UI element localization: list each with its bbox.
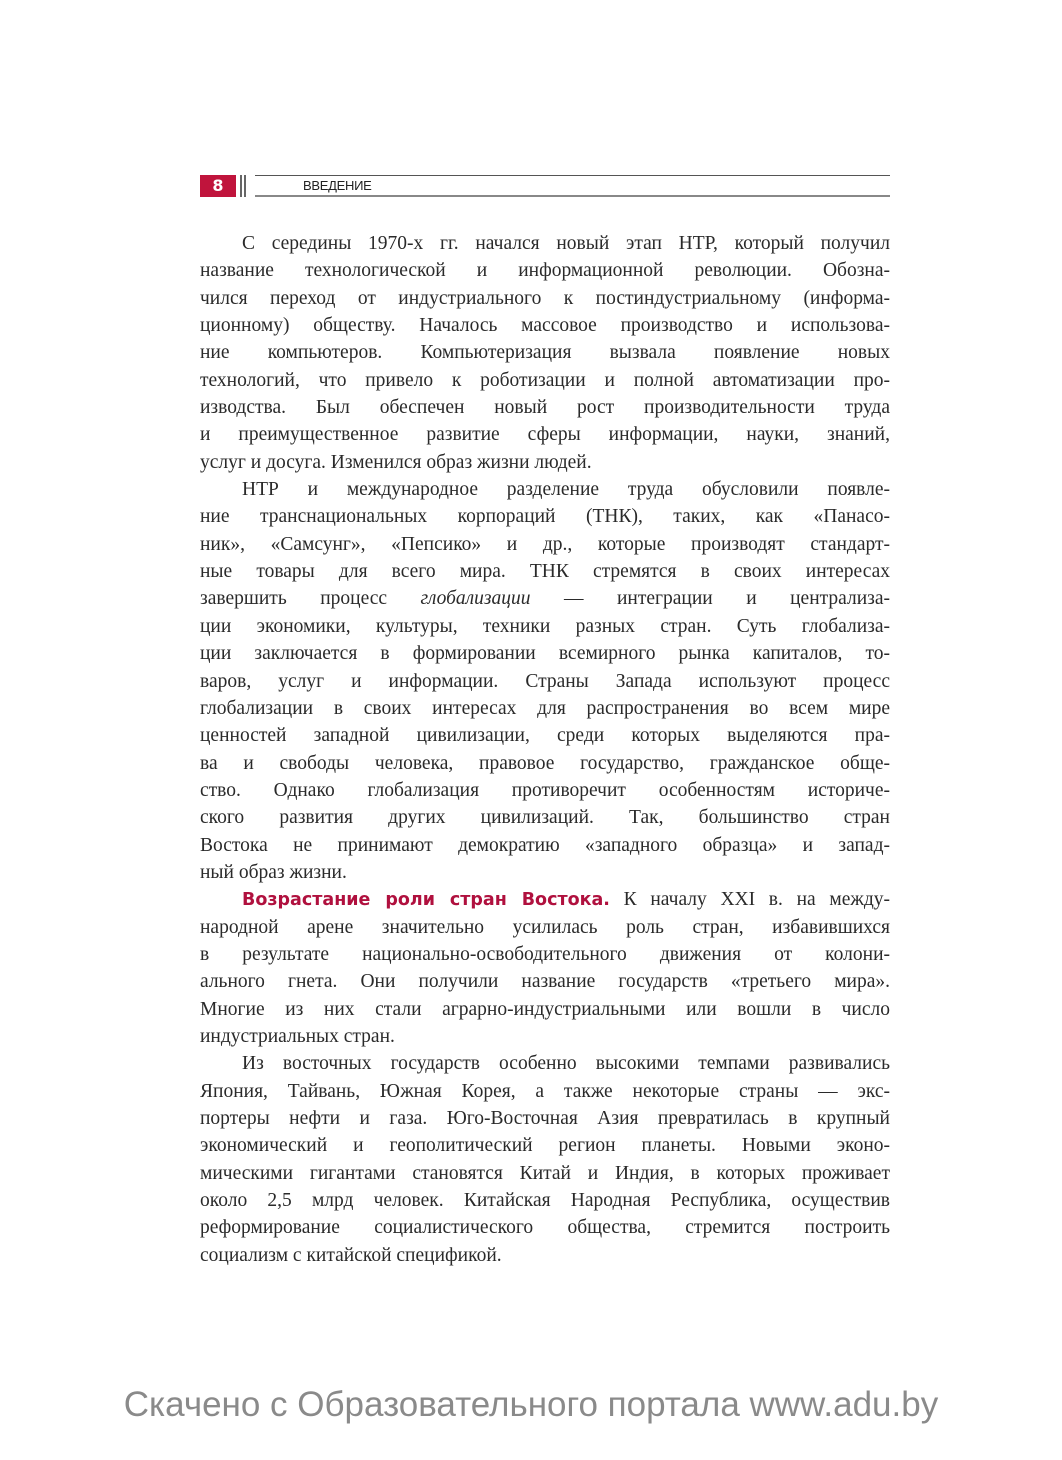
text-line: около 2,5 млрд человек. Китайская Народная Республика, осуществив — [200, 1190, 890, 1212]
text-line: ционному) обществу. Началось массовое производство и использова- — [200, 315, 890, 337]
paragraph — [200, 1050, 890, 1269]
watermark: Скачено с Образовательного портала www.adu.by — [123, 1385, 939, 1424]
text-line: НТР и международное разделение труда обусловили появле- — [242, 479, 890, 501]
text-line: Многие из них стали аграрно-индустриальными или вошли в число — [200, 998, 890, 1020]
text-line: чился переход от индустриального к постиндустриальному (информа- — [200, 287, 890, 309]
header-rule-bottom — [255, 195, 890, 197]
text-line: услуг и досуга. Изменился образ жизни людей. — [200, 451, 592, 473]
text-line: ные товары для всего мира. ТНК стремятся в своих интересах — [200, 561, 890, 583]
text-line: Из восточных государств особенно высокими темпами развивались — [242, 1053, 890, 1075]
text-line: ского развития других цивилизаций. Так, большинство стран — [200, 807, 890, 829]
text-line: ценностей западной цивилизации, среди которых выделяются пра- — [200, 725, 890, 747]
text-line: ник», «Самсунг», «Пепсико» и др., которые производят стандарт- — [200, 533, 890, 555]
text-line: и преимущественное развитие сферы информации, науки, знаний, — [200, 424, 890, 446]
paragraph — [200, 476, 890, 886]
text-line — [200, 886, 890, 913]
text-line: варов, услуг и информации. Страны Запада используют процесс — [200, 670, 890, 692]
text-line: С середины 1970-х гг. начался новый этап НТР, который получил — [242, 233, 890, 254]
section-title: ВВЕДЕНИЕ — [303, 178, 372, 193]
section-heading: Возрастание роли стран Востока. — [242, 890, 610, 911]
body-text — [200, 230, 890, 1269]
text-line: Япония, Тайвань, Южная Корея, а также некоторые страны — экс- — [200, 1080, 890, 1102]
text-line: технологий, что привело к роботизации и полной автоматизации про- — [200, 369, 890, 391]
text-line: изводства. Был обеспечен новый рост производительности труда — [200, 397, 890, 419]
page-number: 8 — [200, 175, 236, 197]
text-line: ство. Однако глобализация противоречит особенностям историче- — [200, 779, 890, 801]
text-line: экономический и геополитический регион планеты. Новыми эконо- — [200, 1135, 890, 1157]
text-segment: завершить процесс — [200, 588, 421, 610]
text-line: портеры нефти и газа. Юго-Восточная Азия превратилась в крупный — [200, 1108, 890, 1129]
text-line: в результате национально-освободительного движения от колони- — [200, 943, 890, 965]
text-line: название технологической и информационной революции. Обозна- — [200, 260, 890, 282]
text-line: социализм с китайской спецификой. — [200, 1244, 502, 1266]
text-line — [200, 585, 890, 612]
text-line: мическими гигантами становятся Китай и Индия, в которых проживает — [200, 1162, 890, 1184]
text-line: ва и свободы человека, правовое государство, гражданское обще- — [200, 752, 890, 774]
text-line: ный образ жизни. — [200, 861, 347, 883]
text-segment: К началу XXI в. на между- — [609, 889, 890, 911]
text-line: ального гнета. Они получили название государств «третьего мира». — [200, 971, 890, 993]
text-line: ние транснациональных корпораций (ТНК), таких, как «Панасо- — [200, 506, 890, 528]
header-divider — [240, 175, 242, 197]
text-line: ции заключается в формировании всемирного рынка капиталов, то- — [200, 643, 890, 665]
text-line: глобализации в своих интересах для распространения во всем мире — [200, 697, 890, 719]
text-line: ции экономики, культуры, техники разных стран. Суть глобализа- — [200, 615, 890, 637]
text-line: Востока не принимают демократию «западного образца» и запад- — [200, 834, 890, 856]
text-line: ние компьютеров. Компьютеризация вызвала появление новых — [200, 342, 890, 364]
text-line: народной арене значительно усилилась роль стран, избавившихся — [200, 916, 890, 938]
text-segment: — интеграции и централиза- — [530, 588, 890, 610]
paragraph — [200, 230, 890, 476]
text-line: индустриальных стран. — [200, 1025, 395, 1047]
text-line: реформирование социалистического общества, стремится построить — [200, 1217, 890, 1239]
emphasized-term: глобализации — [420, 588, 531, 610]
header-divider — [244, 175, 246, 197]
header-rule-top — [255, 175, 890, 176]
paragraph — [200, 886, 890, 1050]
